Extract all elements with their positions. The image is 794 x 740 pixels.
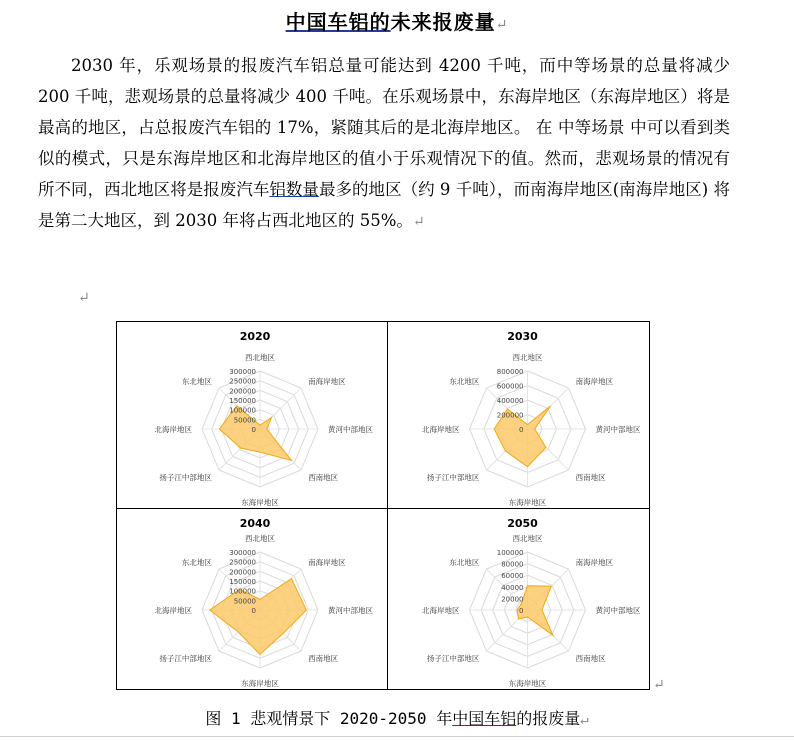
radar-chart-2020 bbox=[117, 322, 387, 508]
radar-panel-2050 bbox=[388, 509, 651, 691]
radar-category-label: 南海岸地区 bbox=[308, 376, 346, 386]
radar-tick-label: 200000 bbox=[229, 387, 256, 396]
radar-tick-label: 100000 bbox=[496, 549, 524, 557]
radar-tick-label: 300000 bbox=[229, 549, 256, 557]
radar-category-label: 西南地区 bbox=[308, 473, 339, 483]
caption-prefix: 图 1 悲观情景下 2020-2050 年 bbox=[205, 709, 453, 728]
radar-category-label: 扬子江中部地区 bbox=[159, 473, 212, 483]
title-text: 未来报废量 bbox=[390, 10, 496, 34]
page-title bbox=[0, 6, 794, 35]
radar-tick-label: 100000 bbox=[229, 587, 256, 596]
radar-chart-2030 bbox=[388, 322, 651, 508]
radar-tick-label: 0 bbox=[251, 607, 256, 615]
radar-tick-label: 50000 bbox=[233, 597, 256, 606]
empty-paragraph-mark-icon: ↵ bbox=[78, 290, 90, 306]
radar-category-label: 扬子江中部地区 bbox=[159, 654, 212, 664]
radar-data-area bbox=[210, 579, 307, 655]
radar-category-label: 东北地区 bbox=[449, 557, 480, 567]
paragraph-mark-icon: ↵ bbox=[580, 712, 589, 728]
radar-title: 2050 bbox=[507, 517, 538, 530]
radar-tick-label: 800000 bbox=[496, 368, 524, 376]
radar-tick-label: 80000 bbox=[501, 560, 524, 569]
radar-category-label: 黄河中部地区 bbox=[328, 606, 373, 615]
radar-category-label: 东北地区 bbox=[181, 557, 212, 567]
radar-tick-label: 400000 bbox=[496, 397, 524, 405]
radar-category-label: 东北地区 bbox=[449, 376, 480, 386]
radar-tick-label: 200000 bbox=[496, 411, 524, 420]
paragraph-mark-icon: ↵ bbox=[495, 17, 509, 33]
radar-chart-2040 bbox=[117, 509, 387, 691]
radar-category-label: 黄河中部地区 bbox=[328, 425, 373, 434]
figure-end-mark-icon: ↵ bbox=[653, 677, 665, 693]
body-paragraph bbox=[38, 50, 730, 238]
radar-category-label: 扬子江中部地区 bbox=[426, 654, 480, 664]
radar-category-label: 南海岸地区 bbox=[575, 557, 614, 567]
radar-panel-2020 bbox=[117, 322, 387, 508]
radar-title: 2030 bbox=[507, 330, 538, 343]
radar-category-label: 南海岸地区 bbox=[308, 557, 346, 567]
radar-category-label: 西南地区 bbox=[575, 473, 606, 483]
radar-category-label: 东海岸地区 bbox=[508, 679, 547, 688]
radar-tick-label: 0 bbox=[519, 607, 524, 615]
caption-suffix: 的报废量 bbox=[516, 709, 581, 728]
radar-tick-label: 100000 bbox=[229, 406, 256, 415]
radar-title: 2040 bbox=[239, 517, 271, 530]
radar-chart-figure bbox=[116, 321, 650, 690]
radar-tick-label: 0 bbox=[251, 426, 256, 434]
radar-category-label: 北海岸地区 bbox=[422, 425, 460, 434]
paragraph-mark-icon: ↵ bbox=[412, 214, 425, 230]
page-bottom-rule bbox=[0, 736, 794, 737]
radar-tick-label: 250000 bbox=[229, 558, 256, 567]
radar-category-label: 黄河中部地区 bbox=[595, 425, 641, 434]
radar-category-label: 南海岸地区 bbox=[575, 376, 614, 386]
radar-tick-label: 250000 bbox=[229, 377, 256, 386]
radar-category-label: 东海岸地区 bbox=[241, 679, 279, 688]
radar-tick-label: 20000 bbox=[501, 595, 524, 604]
radar-tick-label: 200000 bbox=[229, 568, 256, 577]
radar-tick-label: 600000 bbox=[496, 382, 524, 391]
radar-category-label: 西南地区 bbox=[575, 654, 606, 664]
radar-category-label: 西北地区 bbox=[512, 534, 543, 543]
radar-category-label: 东北地区 bbox=[181, 376, 212, 386]
radar-category-label: 东海岸地区 bbox=[241, 498, 279, 507]
radar-tick-label: 60000 bbox=[501, 572, 524, 581]
radar-panel-2040 bbox=[117, 509, 387, 691]
radar-chart-2050 bbox=[388, 509, 651, 691]
radar-category-label: 北海岸地区 bbox=[154, 425, 192, 434]
caption-underlined-text: 中国车铝 bbox=[452, 709, 517, 728]
radar-tick-label: 150000 bbox=[229, 578, 256, 586]
radar-title: 2020 bbox=[239, 330, 271, 343]
radar-panel-2030 bbox=[388, 322, 651, 508]
radar-tick-label: 0 bbox=[519, 426, 524, 434]
paragraph-text-part1: 2030 年，乐观场景的报废汽车铝总量可能达到 4200 千吨，而中等场景的总量将减少 200 千吨，悲观场景的总量将减少 400 千吨。在乐观场景中，东海岸地区（东海岸地区）将是最高的地区，占总报废汽车铝的 17%，紧随其后的是北海岸地区。 在 中等场景 中可以看到类似的模式，只是东海岸地区和北海岸地区的值小于乐观情况下的值。然而，悲观场景的情况有所不同，西北地区将是报废汽车 bbox=[38, 56, 730, 199]
radar-category-label: 西北地区 bbox=[245, 534, 275, 543]
radar-tick-label: 40000 bbox=[501, 583, 524, 592]
radar-tick-label: 50000 bbox=[233, 416, 256, 425]
radar-tick-label: 300000 bbox=[229, 368, 256, 376]
radar-tick-label: 150000 bbox=[229, 397, 256, 405]
radar-category-label: 黄河中部地区 bbox=[595, 606, 641, 615]
radar-category-label: 西北地区 bbox=[245, 353, 275, 362]
radar-category-label: 东海岸地区 bbox=[508, 498, 547, 507]
radar-category-label: 西北地区 bbox=[512, 353, 543, 362]
paragraph-underlined-text: 铝数量 bbox=[269, 180, 319, 199]
figure-caption bbox=[0, 706, 794, 729]
paragraph-text-part2: 最多的地区（约 9 千吨），而南海岸地区(南海岸地区) 将是第二大地区，到 2030 年将占西北地区的 55%。 bbox=[38, 180, 731, 230]
radar-category-label: 北海岸地区 bbox=[422, 606, 460, 615]
radar-category-label: 扬子江中部地区 bbox=[426, 473, 480, 483]
radar-category-label: 西南地区 bbox=[308, 654, 339, 664]
radar-category-label: 北海岸地区 bbox=[154, 606, 192, 615]
title-underlined-text: 中国车铝的 bbox=[285, 10, 391, 34]
